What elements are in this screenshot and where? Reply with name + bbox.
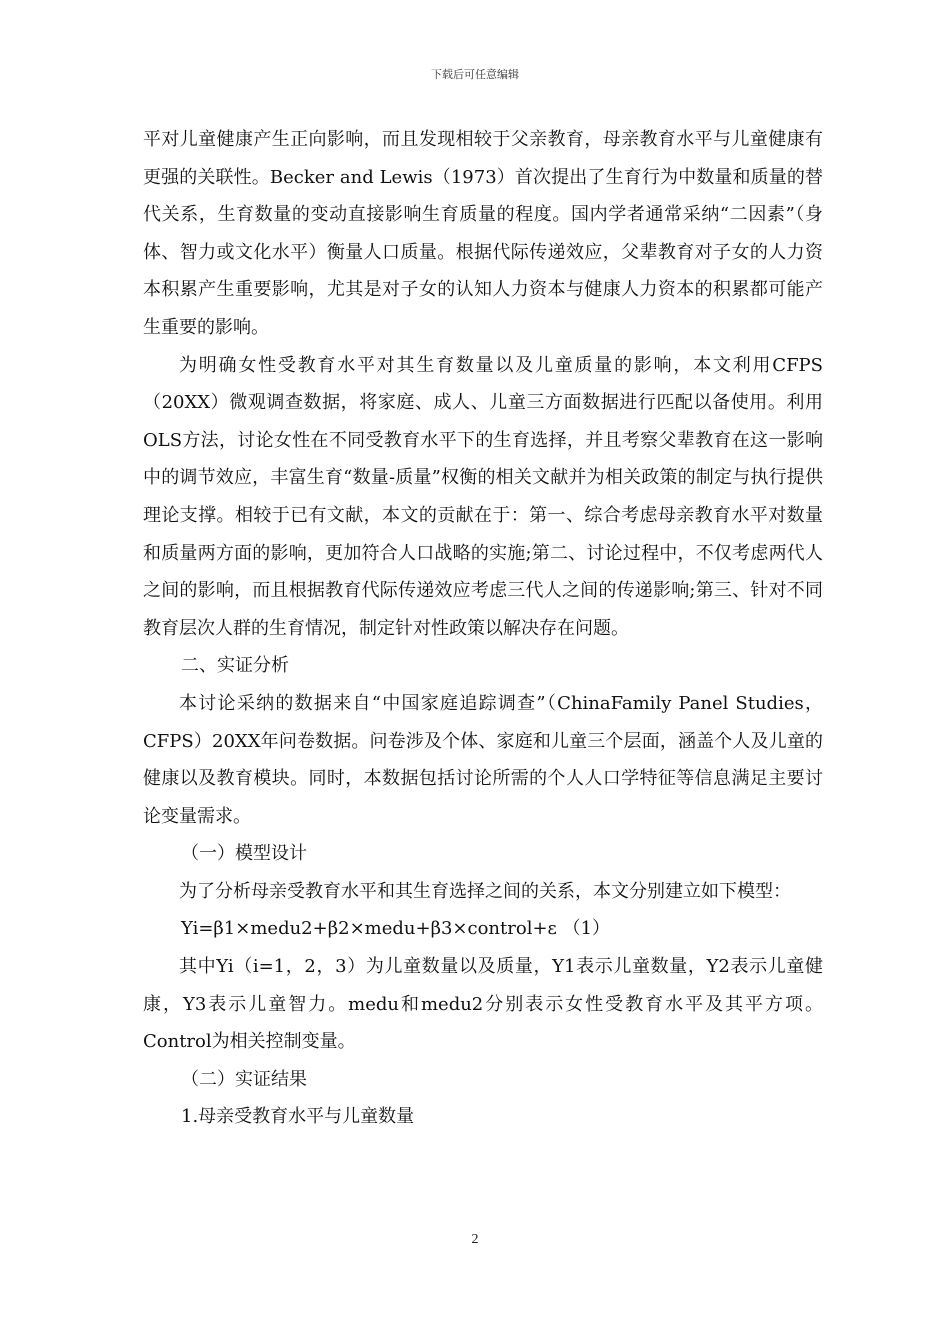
section-heading-empirical-analysis: 二、实证分析: [181, 655, 289, 677]
page-number: 2: [471, 1232, 479, 1247]
model-formula: Yi=β1×medu2+β2×medu+β3×control+ε （1）: [181, 918, 611, 940]
subsection-heading-results: （二）实证结果: [181, 1068, 307, 1090]
header-note: 下载后可任意编辑: [431, 68, 519, 81]
paragraph-4: 为了分析母亲受教育水平和其生育选择之间的关系，本文分别建立如下模型：: [179, 880, 791, 902]
sub-heading-mother-education-child-quantity: 1.母亲受教育水平与儿童数量: [181, 1106, 415, 1128]
subsection-heading-model-design: （一）模型设计: [181, 843, 307, 865]
paragraph-2: 为明确女性受教育水平对其生育数量以及儿童质量的影响，本文利用CFPS（20XX）微观调查数据，将家庭、成人、儿童三方面数据进行匹配以备使用。利用OLS方法，讨论女性在不同受教育水平下的生育选择，并且考察父辈教育在这一影响中的调节效应，丰富生育“数量-质量”权衡的相关文献并为相关政策的制定与执行提供理论支撑。相较于已有文献，本文的贡献在于：第一、综合考虑母亲教育水平对数量和质量两方面的影响，更加符合人口战略的实施;第二、讨论过程中，不仅考虑两代人之间的影响，而且根据教育代际传递效应考虑三代人之间的传递影响;第三、针对不同教育层次人群的生育情况，制定针对性政策以解决存在问题。: [143, 354, 823, 639]
paragraph-5: 其中Yi（i=1，2，3）为儿童数量以及质量，Y1表示儿童数量，Y2表示儿童健康，Y3表示儿童智力。medu和medu2分别表示女性受教育水平及其平方项。Control为相关控制变量。: [143, 956, 823, 1053]
paragraph-3: 本讨论采纳的数据来自“中国家庭追踪调查”（ChinaFamily Panel Studies，CFPS）20XX年问卷数据。问卷涉及个体、家庭和儿童三个层面，涵盖个人及儿童的健康以及教育模块。同时，本数据包括讨论所需的个人人口学特征等信息满足主要讨论变量需求。: [143, 692, 823, 827]
document-body: [143, 121, 823, 1136]
paragraph-1: 平对儿童健康产生正向影响，而且发现相较于父亲教育，母亲教育水平与儿童健康有更强的关联性。Becker and Lewis（1973）首次提出了生育行为中数量和质量的替代关系，生育数量的变动直接影响生育质量的程度。国内学者通常采纳“二因素”（身体、智力或文化水平）衡量人口质量。根据代际传递效应，父辈教育对子女的人力资本积累产生重要影响，尤其是对子女的认知人力资本与健康人力资本的积累都可能产生重要的影响。: [143, 129, 823, 338]
